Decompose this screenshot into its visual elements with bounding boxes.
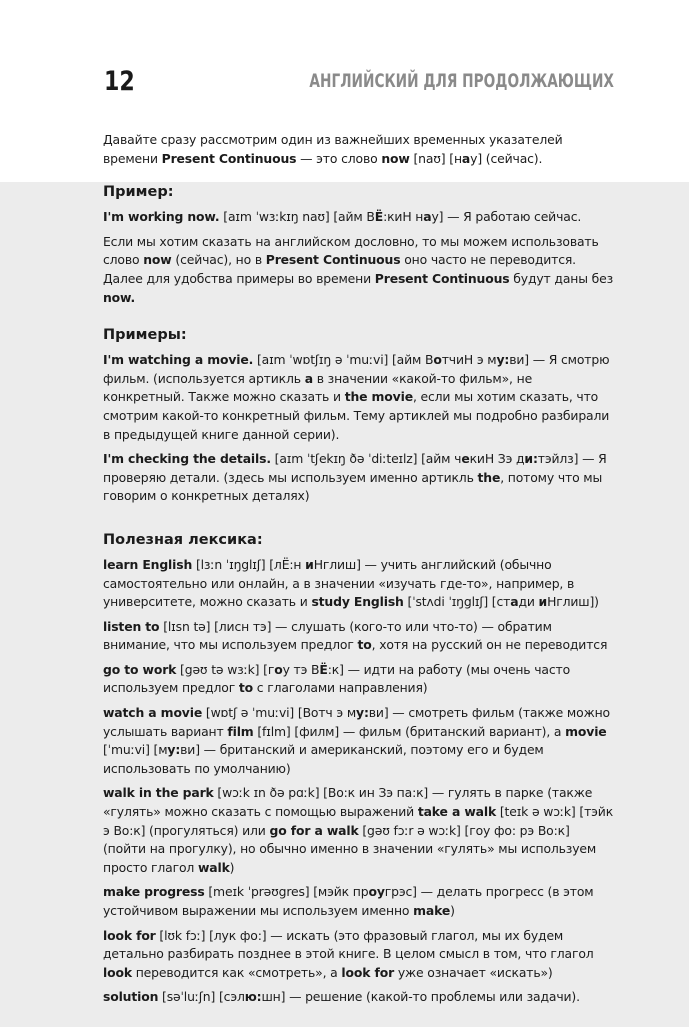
examples-heading: Примеры:	[103, 327, 187, 344]
vocab-entry: watch a movie [wɒtʃ ə ˈmuːvi] [Вотч э му:ви] — смотреть фильм (также можно услышать вариант film [fɪlm] [филм] — фильм (британский вариант), а movie [ˈmuːvi] [му:ви] — британский и американский, поэтому его и будем использовать по умолчанию)	[103, 705, 610, 776]
example-section	[0, 182, 689, 317]
example-item: I'm checking the details. [aɪm ˈtʃekɪŋ ðə ˈdiːteɪlz] [айм чекиН Зэ ди:тэйлз] — Я проверяю детали. (здесь мы используем именно артикль the, потому что мы говорим о конкретных деталях)	[103, 451, 607, 504]
vocab-entry: listen to [lɪsn tə] [лисн тэ] — слушать (кого-то или что-то) — обратим внимание, что мы используем предлог to, хотя на русский он не переводится	[103, 618, 608, 653]
vocabulary-heading: Полезная лексика:	[103, 531, 263, 548]
vocabulary-section	[0, 516, 689, 1027]
example-item: I'm watching a movie. [aɪm ˈwɒtʃɪŋ ə ˈmuːvi] [айм ВотчиН э му:ви] — Я смотрю фильм. (используется артикль a в значении «какой-то фильм», не конкретный. Также можно сказать и the movie, если мы хотим сказать, что смотрим какой-то конкретный фильм. Тему артиклей мы подробно разбирали в предыдущей книге данной серии).	[103, 352, 610, 442]
example-sentence: I'm working now. [aɪm ˈwɜːkɪŋ naʊ] [айм ВЁ:киН нау] — Я работаю сейчас.	[103, 209, 582, 225]
vocab-entry: walk in the park [wɔːk ɪn ðə pɑːk] [Во:к ин Зэ па:к] — гулять в парке (также «гулять» можно сказать с помощью выражений take a walk [teɪk ə wɔːk] [тэйк э Во:к] (прогуляться) или go for a walk [gəʊ fɔːr ə wɔːk] [гоу фо: рэ Во:к] (пойти на прогулку), но обычно именно в значении «гулять» мы используем просто глагол walk)	[103, 785, 614, 875]
examples-section	[0, 317, 689, 516]
vocab-entry: go to work [gəʊ tə wɜːk] [гоу тэ ВЁ:к] — идти на работу (мы очень часто используем предлог to с глаголами направления)	[103, 661, 571, 696]
vocab-entry: make progress [meɪk ˈprəʊgres] [мэйк проугрэс] — делать прогресс (в этом устойчивом выражении мы используем именно make)	[103, 884, 594, 918]
example-heading: Пример:	[103, 184, 174, 201]
running-title: АНГЛИЙСКИЙ ДЛЯ ПРОДОЛЖАЮЩИХ	[309, 70, 614, 92]
example-explanation: Если мы хотим сказать на английском дословно, то мы можем использовать слово now (сейчас), но в Present Continuous оно часто не переводится. Далее для удобства примеры во времени Present Continuous будут даны без now.	[103, 233, 614, 305]
intro-paragraph: Давайте сразу рассмотрим один из важнейших временных указателей времени Present Continuous — это слово now [naʊ] [нау] (сейчас).	[103, 132, 563, 166]
vocab-entry: look for [lʊk fɔː] [лук фо:] — искать (это фразовый глагол, мы их будем детально разбирать позднее в этой книге. В целом смысл в том, что глагол look переводится как «смотреть», а look for уже означает «искать»)	[103, 927, 594, 980]
vocab-entry: learn English [lɜːn ˈɪŋglɪʃ] [лЁ:н иНглиш] — учить английский (обычно самостоятельно или онлайн, а в значении «изучать где-то», например, в университете, можно сказать и study English [ˈstʌdi ˈɪŋglɪʃ] [стади иНглиш])	[103, 556, 599, 610]
vocab-entry: solution [səˈluːʃn] [сэлю:шн] — решение (какой-то проблемы или задачи).	[103, 989, 580, 1005]
page-header	[0, 0, 689, 120]
page-number: 12	[104, 66, 135, 97]
page-content	[103, 131, 616, 1027]
